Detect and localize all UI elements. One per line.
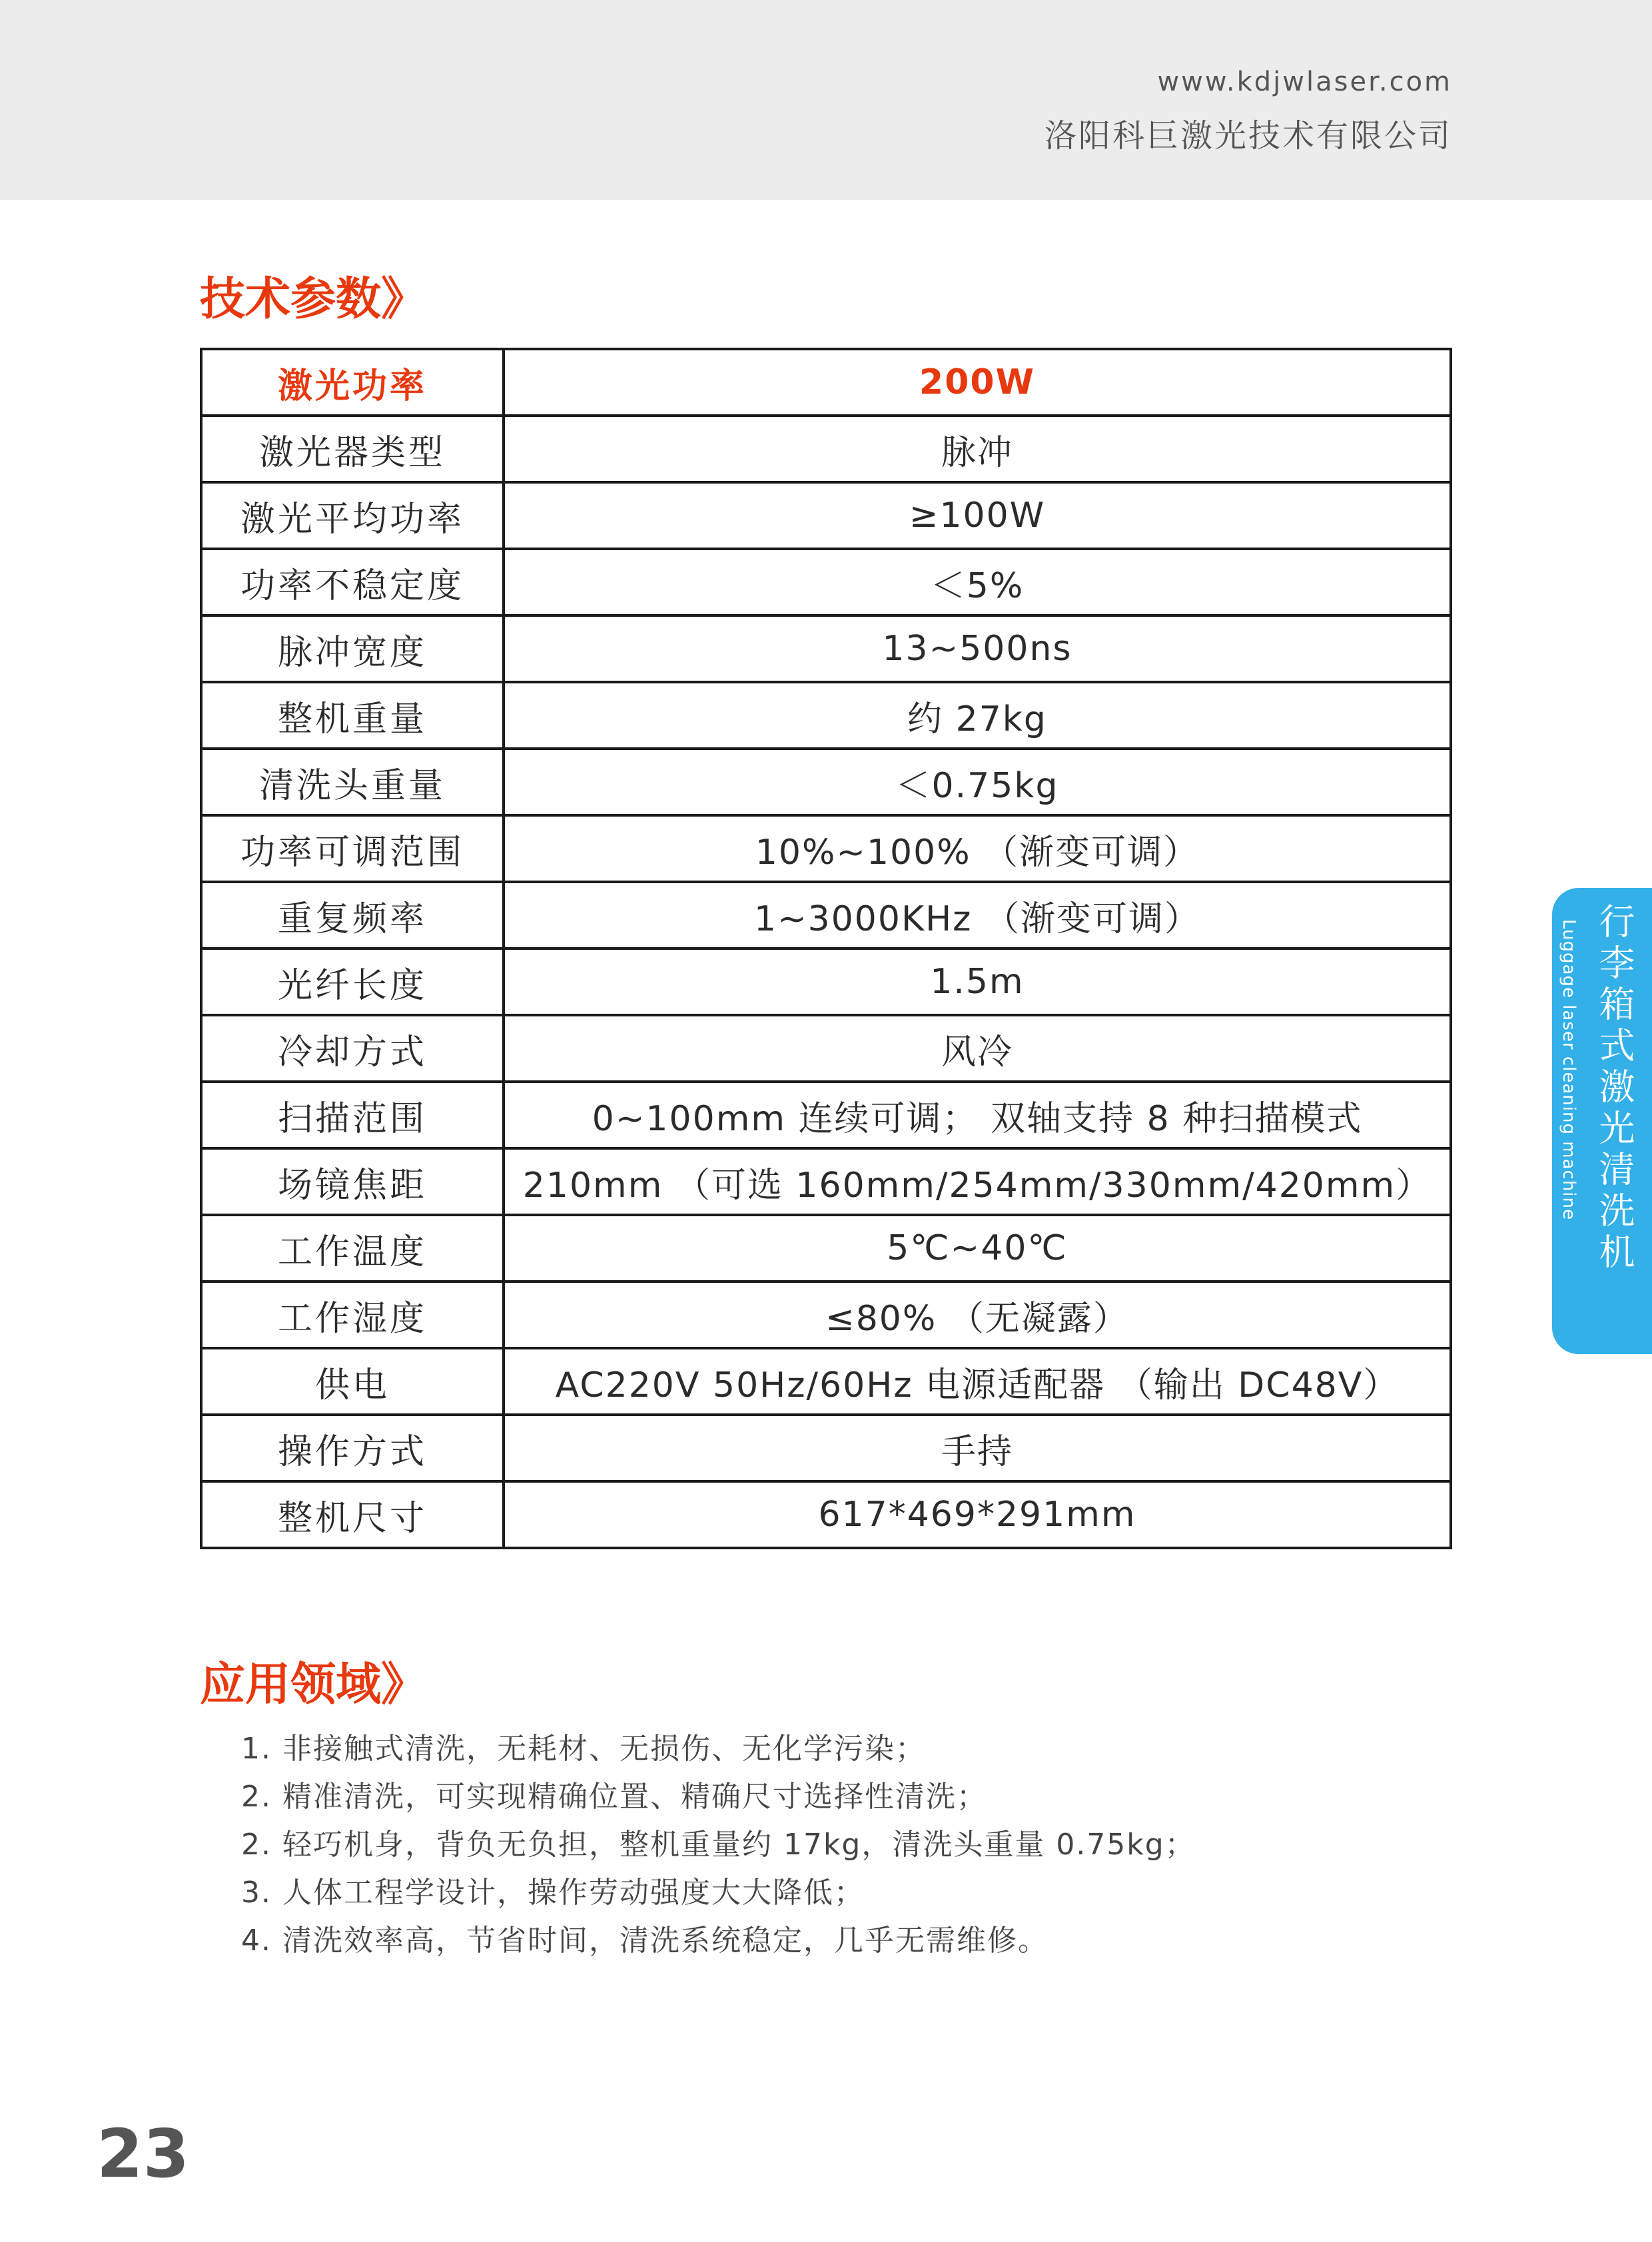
- table-row: [201, 948, 1451, 1015]
- spec-value: 210mm （可选 160mm/254mm/330mm/420mm）: [504, 1148, 1451, 1215]
- spec-label: 激光功率: [201, 349, 504, 416]
- spec-section-title: 技术参数》: [200, 273, 427, 326]
- application-list: [241, 1725, 1196, 1965]
- spec-label: 光纤长度: [201, 948, 504, 1015]
- spec-value: 200W: [504, 349, 1451, 416]
- side-tab-subtitle: Luggage laser cleaning machine: [1559, 919, 1579, 1220]
- spec-value: 脉冲: [504, 416, 1451, 482]
- spec-label: 场镜焦距: [201, 1148, 504, 1215]
- table-row: [201, 1481, 1451, 1548]
- spec-value: 13~500ns: [504, 615, 1451, 682]
- spec-value: 风冷: [504, 1015, 1451, 1082]
- table-row: [201, 549, 1451, 615]
- spec-label: 扫描范围: [201, 1082, 504, 1148]
- spec-table: [200, 348, 1452, 1549]
- app-section-title: 应用领域》: [200, 1659, 427, 1711]
- table-row: [201, 1282, 1451, 1348]
- spec-value: ＜0.75kg: [504, 749, 1451, 815]
- spec-value: ＜5%: [504, 549, 1451, 615]
- spec-value: 1.5m: [504, 948, 1451, 1015]
- page-number: 23: [97, 2115, 190, 2193]
- table-row: [201, 1148, 1451, 1215]
- spec-value: 0~100mm 连续可调； 双轴支持 8 种扫描模式: [504, 1082, 1451, 1148]
- table-row: [201, 1082, 1451, 1148]
- list-item: 2. 精准清洗，可实现精确位置、精确尺寸选择性清洗；: [241, 1780, 987, 1814]
- spec-label: 重复频率: [201, 882, 504, 948]
- spec-label: 清洗头重量: [201, 749, 504, 815]
- spec-value: 5℃~40℃: [504, 1215, 1451, 1282]
- spec-label: 整机尺寸: [201, 1481, 504, 1548]
- spec-label: 整机重量: [201, 682, 504, 749]
- spec-label: 供电: [201, 1348, 504, 1415]
- table-row: [201, 1015, 1451, 1082]
- spec-label: 激光器类型: [201, 416, 504, 482]
- spec-label: 冷却方式: [201, 1015, 504, 1082]
- company-name: 洛阳科巨激光技术有限公司: [1044, 117, 1452, 155]
- spec-label: 工作温度: [201, 1215, 504, 1282]
- table-row: [201, 416, 1451, 482]
- table-row: [201, 1415, 1451, 1481]
- spec-value: ≤80% （无凝露）: [504, 1282, 1451, 1348]
- spec-value: ≥100W: [504, 482, 1451, 549]
- spec-value: 617*469*291mm: [504, 1481, 1451, 1548]
- table-row: [201, 615, 1451, 682]
- header-band: [0, 0, 1652, 200]
- list-item: 1. 非接触式清洗，无耗材、无损伤、无化学污染；: [241, 1732, 926, 1766]
- table-row: [201, 682, 1451, 749]
- spec-value: 约 27kg: [504, 682, 1451, 749]
- spec-value: AC220V 50Hz/60Hz 电源适配器 （输出 DC48V）: [504, 1348, 1451, 1415]
- website-url: www.kdjwlaser.com: [1157, 67, 1452, 97]
- list-item: 3. 人体工程学设计，操作劳动强度大大降低；: [241, 1876, 865, 1910]
- spec-label: 脉冲宽度: [201, 615, 504, 682]
- list-item: 2. 轻巧机身，背负无负担，整机重量约 17kg，清洗头重量 0.75kg；: [241, 1828, 1196, 1862]
- spec-label: 工作湿度: [201, 1282, 504, 1348]
- spec-value: 10%~100% （渐变可调）: [504, 815, 1451, 882]
- spec-label: 功率可调范围: [201, 815, 504, 882]
- side-tab-title: 行李箱式激光清洗机: [1593, 903, 1635, 1274]
- table-row: [201, 882, 1451, 948]
- table-row: [201, 482, 1451, 549]
- table-row: [201, 1215, 1451, 1282]
- list-item: 4. 清洗效率高，节省时间，清洗系统稳定，几乎无需维修。: [241, 1924, 1048, 1958]
- spec-label: 激光平均功率: [201, 482, 504, 549]
- spec-label: 功率不稳定度: [201, 549, 504, 615]
- spec-label: 操作方式: [201, 1415, 504, 1481]
- table-row: [201, 749, 1451, 815]
- table-row: [201, 1348, 1451, 1415]
- table-row: [201, 815, 1451, 882]
- table-row: [201, 349, 1451, 416]
- spec-value: 1~3000KHz （渐变可调）: [504, 882, 1451, 948]
- spec-value: 手持: [504, 1415, 1451, 1481]
